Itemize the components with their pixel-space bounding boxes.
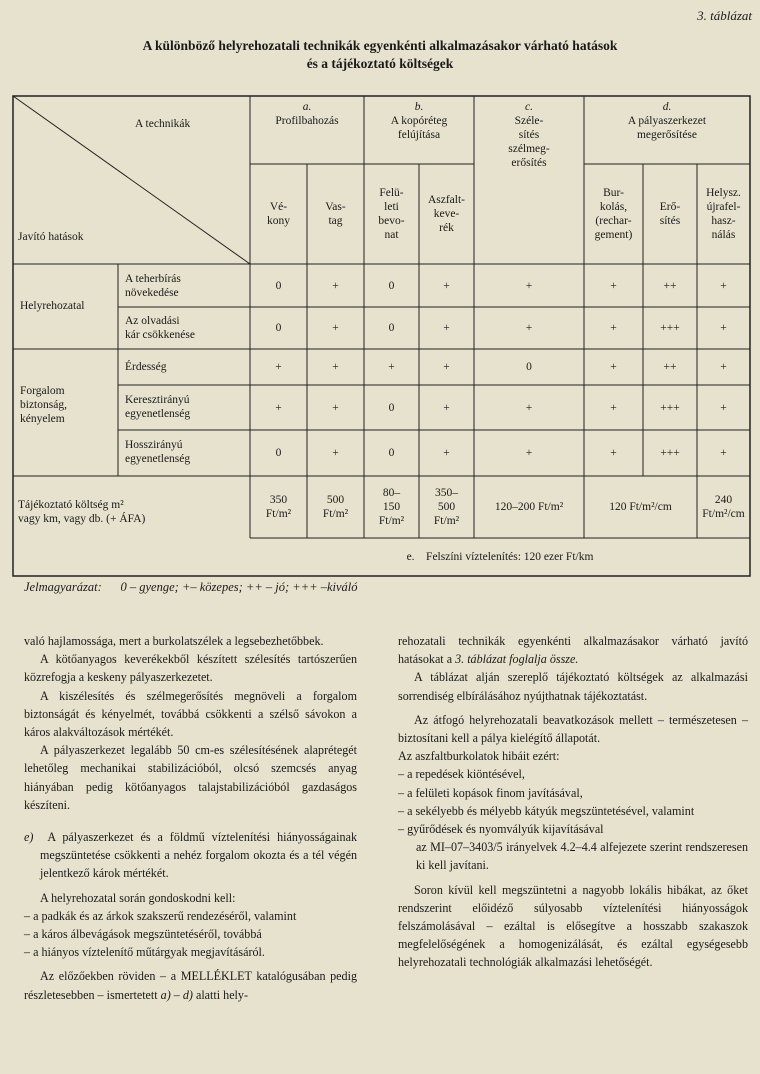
value-cell: + [332,401,339,414]
value-cell: ++ [663,361,677,373]
value-cell: 0 [388,401,395,414]
paragraph-text: alatti hely- [192,987,248,1002]
row-name-text: Keresztirányú [125,394,190,406]
subheader-text: hasz- [711,215,736,227]
value-cell: + [610,447,617,459]
technique-d-letter: d. [662,101,672,113]
row-name-text: Hosszirányú [125,439,183,451]
cost-b2 [419,476,474,538]
techniques-header: A technikák [135,118,191,130]
value-cell: 0 [275,447,282,459]
item-e-text: A pályaszerkezet és a földmű víztelenítési hiányosságainak megszüntetése csökkenti a nehéz forgalom okozta és a tél végén jelentkező károk mértékét. [40,830,357,881]
row-name-text: egyenetlenség [125,408,191,420]
cost-label-text: vagy km, vagy db. (+ ÁFA) [18,513,146,525]
cost-d3 [697,476,750,538]
subheader-b2 [419,164,474,264]
bullet-item: – a repedések kiöntésével, [398,767,525,782]
value-cell: + [610,279,617,292]
value-cell: + [275,401,282,414]
value-cell: + [332,447,339,459]
paragraph: A kötőanyagos keverékekből készített szélesítés tartószerűen közrefogja a keskeny pályaszerkezetet. [24,652,357,685]
table-title-line-2: és a tájékoztató költségek [306,56,454,71]
subheader-text: kolás, [599,201,628,213]
technique-a-letter: a. [302,101,312,113]
cost-text: Ft/m² [378,515,405,527]
subheader-text: nálás [711,229,736,241]
value-cell: + [275,361,282,373]
value-cell: + [720,322,727,334]
subheader-text: Helysz. [706,187,741,199]
subheader-d2 [643,164,697,264]
row-name-text: növekedése [125,287,179,299]
value-cell: + [332,279,339,292]
item-e-marker: e) [24,830,34,845]
subheader-text: leti [384,201,399,213]
technique-d-name: A pályaszerkezet [627,115,707,127]
row-name-text: Érdesség [125,361,167,373]
paragraph: A helyrehozatal során gondoskodni kell: [40,890,236,905]
group-label-text: kényelem [20,413,65,425]
cost-text: 80– [382,487,401,499]
value-cell: + [610,361,617,373]
subheader-text: Bur- [603,187,624,199]
subheader-text: gement) [594,229,633,241]
paragraph: Soron kívül kell megszüntetni a nagyobb lokális hibákat, az őket rendszerint előidéző súlyosabb víztelenítési hiányosságok felszámolásával – ezáltal is elősegítve a hosszabb szakaszok megfelelőségének a homogenizálását, és ezáltal egységesebb helyrehozatali technológiák alkalmazási lehetőségét. [398,882,748,970]
subheader-text: újrafel- [706,201,741,213]
value-cell: + [332,322,339,334]
paragraph [398,632,748,668]
table-number: 3. táblázat [697,8,752,23]
value-cell: ++ [663,279,677,292]
cost-text: 500 [437,501,456,513]
bullet-item: – a sekélyebb és mélyebb kátyúk megszüntetésével, valamint [398,803,695,818]
value-cell: + [610,401,617,414]
row-name [125,360,167,374]
table-title-line-1: A különböző helyrehozatali technikák egyenkénti alkalmazásakor várható hatások [142,38,618,53]
technique-a-name: Profilbahozás [275,115,339,127]
group-label-helyrehozatal: Helyrehozatal [20,300,85,312]
paragraph-italic: a) – d) [160,987,193,1002]
technique-c-header [474,100,584,220]
cost-b1 [364,476,419,538]
subheader-text: nat [384,229,399,241]
cost-d12 [584,476,697,538]
paragraph: az MI–07–3403/5 irányelvek 4.2–4.4 alfejezete szerint rendszeresen ki kell javítani. [416,840,748,873]
cost-text: 350– [435,487,458,499]
subheader-d1 [584,164,643,264]
value-cell: +++ [660,401,680,414]
value-cell: + [720,279,727,292]
technique-c-name: sítés [518,129,540,141]
value-cell: 0 [388,322,395,334]
bullet-item: – a felületi kopások finom javításával, [398,785,583,800]
row-name-text: Az olvadási [125,315,180,327]
value-cell: + [610,322,617,334]
value-cell: +++ [660,447,680,459]
technique-b-header [364,100,474,164]
value-cell: + [720,401,727,414]
paragraph-text: rehozatali technikák egyenkénti alkalmazásakor várható javító hatásokat a [398,634,748,667]
cost-text: 240 [714,494,733,506]
left-column [24,632,357,1004]
value-cell: + [443,447,450,459]
cost-text: 120 Ft/m²/cm [609,501,672,513]
value-cell: + [443,401,450,414]
technique-b-name: felújítása [397,129,441,141]
value-cell: + [443,361,450,373]
paragraph-e [24,828,357,883]
technique-c-letter: c. [525,101,533,113]
cost-a1 [250,476,307,538]
right-column [398,632,748,972]
subheader-text: Vas- [325,201,346,213]
bullet-item: – gyűrődések és nyomvályúk kijavításával [398,822,604,837]
value-cell: + [443,279,450,292]
value-cell: + [388,361,395,373]
cost-text: 120–200 Ft/m² [494,501,564,513]
value-cell: + [720,447,727,459]
value-cell: + [525,322,533,334]
group-label-text: biztonság, [20,399,67,411]
cost-text: 500 [326,494,345,506]
bullet-item: – a káros álbevágások megszüntetéséről, továbbá [24,927,262,942]
value-cell: + [525,447,533,459]
cost-label [18,498,145,526]
value-cell: + [720,361,727,373]
technique-c-name: erősítés [511,157,547,169]
cost-text: Ft/m² [433,515,460,527]
technique-a-header [250,100,364,164]
cost-text: Ft/m²/cm [702,508,745,520]
cost-text: Ft/m² [322,508,349,520]
subheader-text: Vé- [269,201,288,213]
row-name-text: kár csökkenése [125,329,195,341]
value-cell: + [525,401,533,414]
value-cell: 0 [275,322,282,334]
cost-text: Ft/m² [265,508,292,520]
subheader-text: (rechar- [595,215,632,227]
technique-c-name: szélmeg- [508,143,550,155]
row-name [125,314,195,342]
paragraph-text: Az előzőekben röviden – a MELLÉKLET katalógusában pedig részletesebben – ismertetett [24,969,357,1002]
paragraph [24,967,357,1003]
subheader-text: Erő- [659,201,681,213]
group-label-forgalom [20,384,67,426]
subheader-text: sítés [659,215,681,227]
subheader-a1 [250,164,307,264]
bullet-item: – a hiányos víztelenítő műtárgyak megjavításáról. [24,945,265,960]
paragraph: A kiszélesítés és szélmegerősítés megnöveli a forgalom biztonságát és kényelmét, továbbá csökkenti a szélső sávokon a káros alakváltozások mértékét. [24,688,357,740]
value-cell: 0 [388,279,395,292]
subheader-text: rék [439,222,454,234]
paragraph: Az aszfaltburkolatok hibáit ezért: [398,749,560,764]
technique-d-header [584,100,750,164]
subheader-text: bevo- [378,215,405,227]
paragraph: Az átfogó helyrehozatali beavatkozások mellett – természetesen – biztosítani kell a pálya kielégítő állapotát. [398,712,748,746]
cost-c [474,476,584,538]
bullet-item: – a padkák és az árkok szakszerű rendezéséről, valamint [24,908,297,923]
subheader-a2 [307,164,364,264]
row-name-text: egyenetlenség [125,453,191,465]
value-cell: + [332,361,339,373]
subheader-text: kony [267,215,290,227]
value-cell: +++ [660,322,680,334]
subheader-text: Aszfalt- [427,194,466,206]
subheader-b1 [364,164,419,264]
row-name-text: A teherbírás [125,273,181,285]
value-cell: + [525,279,533,292]
value-cell: 0 [275,279,282,292]
effects-header: Javító hatások [18,231,84,243]
paragraph: való hajlamossága, mert a burkolatszélek a legsebezhetőbbek. [24,634,324,648]
value-cell: 0 [388,447,395,459]
cost-text: 150 [382,501,401,513]
cost-label-text: Tájékoztató költség m² [18,499,124,511]
row-name [125,393,190,421]
technique-d-name: megerősítése [636,129,698,141]
value-cell: 0 [526,361,532,373]
footer-row-drainage: e. Felszíni víztelenítés: 120 ezer Ft/km [406,551,594,563]
subheader-text: keve- [433,208,460,220]
technique-c-name: Széle- [514,115,544,127]
technique-b-name: A kopóréteg [390,115,448,127]
row-name [125,272,181,300]
value-cell: + [443,322,450,334]
subheader-text: Felü- [379,187,404,199]
technique-b-letter: b. [414,101,424,113]
cost-text: 350 [269,494,288,506]
group-label-text: Forgalom [20,385,65,397]
subheader-d3 [697,164,750,264]
paragraph: A pályaszerkezet legalább 50 cm-es szélesítésének alaprétegét lehetőleg mechanikai stabilizációból, olcsó szemcsés anyag hiányában pedig kötőanyagos talajstabilizációból gazdaságos készíteni. [24,743,357,812]
subheader-text: tag [328,215,343,227]
paragraph: A táblázat alján szereplő tájékoztató költségek az alkalmazási sorrendiség elbírálásához nyújthatnak tájékoztatást. [398,670,748,703]
legend: Jelmagyarázat: 0 – gyenge; +– közepes; ++ – jó; +++ –kiváló [24,580,358,594]
row-name [125,438,190,466]
cost-a2 [307,476,364,538]
paragraph-italic: 3. táblázat foglalja össze. [455,652,579,667]
